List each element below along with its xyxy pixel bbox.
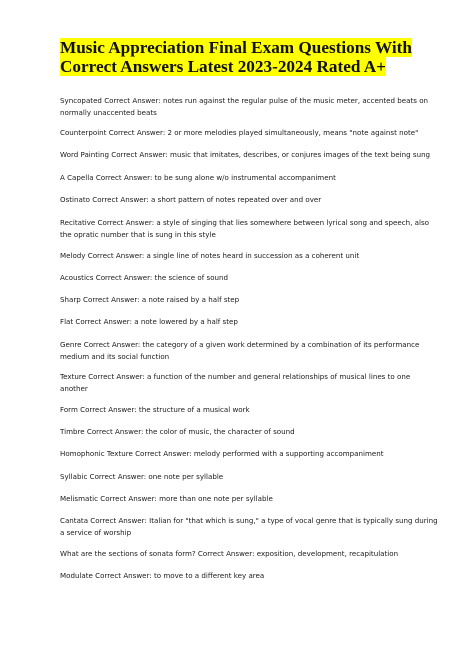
qa-entry-ostinato: Ostinato Correct Answer: a short pattern of notes repeated over and over [60,195,322,204]
qa-entry-genre: Genre Correct Answer: the category of a given work determined by a combination of its performance medium and its social function [60,340,420,361]
qa-entry-cantata: Cantata Correct Answer: Italian for "that which is sung," a type of vocal genre that is typically sung during a service of worship [60,516,438,537]
qa-entry-melismatic: Melismatic Correct Answer: more than one note per syllable [60,494,273,503]
qa-entry-sharp: Sharp Correct Answer: a note raised by a half step [60,295,240,304]
qa-entry-flat: Flat Correct Answer: a note lowered by a half step [60,317,238,326]
qa-entry-counterpoint: Counterpoint Correct Answer: 2 or more melodies played simultaneously, means "note against note" [60,128,419,137]
qa-entry-acoustics: Acoustics Correct Answer: the science of sound [60,273,229,282]
qa-entry-recitative: Recitative Correct Answer: a style of singing that lies somewhere between lyrical song and speech, also the opratic number that is sung in this style [60,218,429,239]
qa-entry-sonata-form: What are the sections of sonata form? Correct Answer: exposition, development, recapitulation [60,549,399,558]
qa-entry-melody: Melody Correct Answer: a single line of notes heard in succession as a coherent unit [60,251,360,260]
document-title [60,38,420,76]
qa-entry-word-painting: Word Painting Correct Answer: music that imitates, describes, or conjures images of the text being sung [60,150,431,159]
qa-entry-syncopated: Syncopated Correct Answer: notes run against the regular pulse of the music meter, accented beats on normally unaccented beats [60,96,429,117]
qa-entry-texture: Texture Correct Answer: a function of the number and general relationships of musical lines to one another [60,372,411,393]
title-line-2: Correct Answers Latest 2023-2024 Rated A+ [60,57,386,76]
qa-entry-syllabic: Syllabic Correct Answer: one note per syllable [60,472,224,481]
qa-entry-form: Form Correct Answer: the structure of a musical work [60,405,250,414]
qa-entry-timbre: Timbre Correct Answer: the color of music, the character of sound [60,427,295,436]
qa-entry-modulate: Modulate Correct Answer: to move to a different key area [60,571,265,580]
qa-entry-a-capella: A Capella Correct Answer: to be sung alone w/o instrumental accompaniment [60,173,336,182]
qa-entry-homophonic-texture: Homophonic Texture Correct Answer: melody performed with a supporting accompaniment [60,449,384,458]
title-line-1: Music Appreciation Final Exam Questions With [60,38,412,57]
